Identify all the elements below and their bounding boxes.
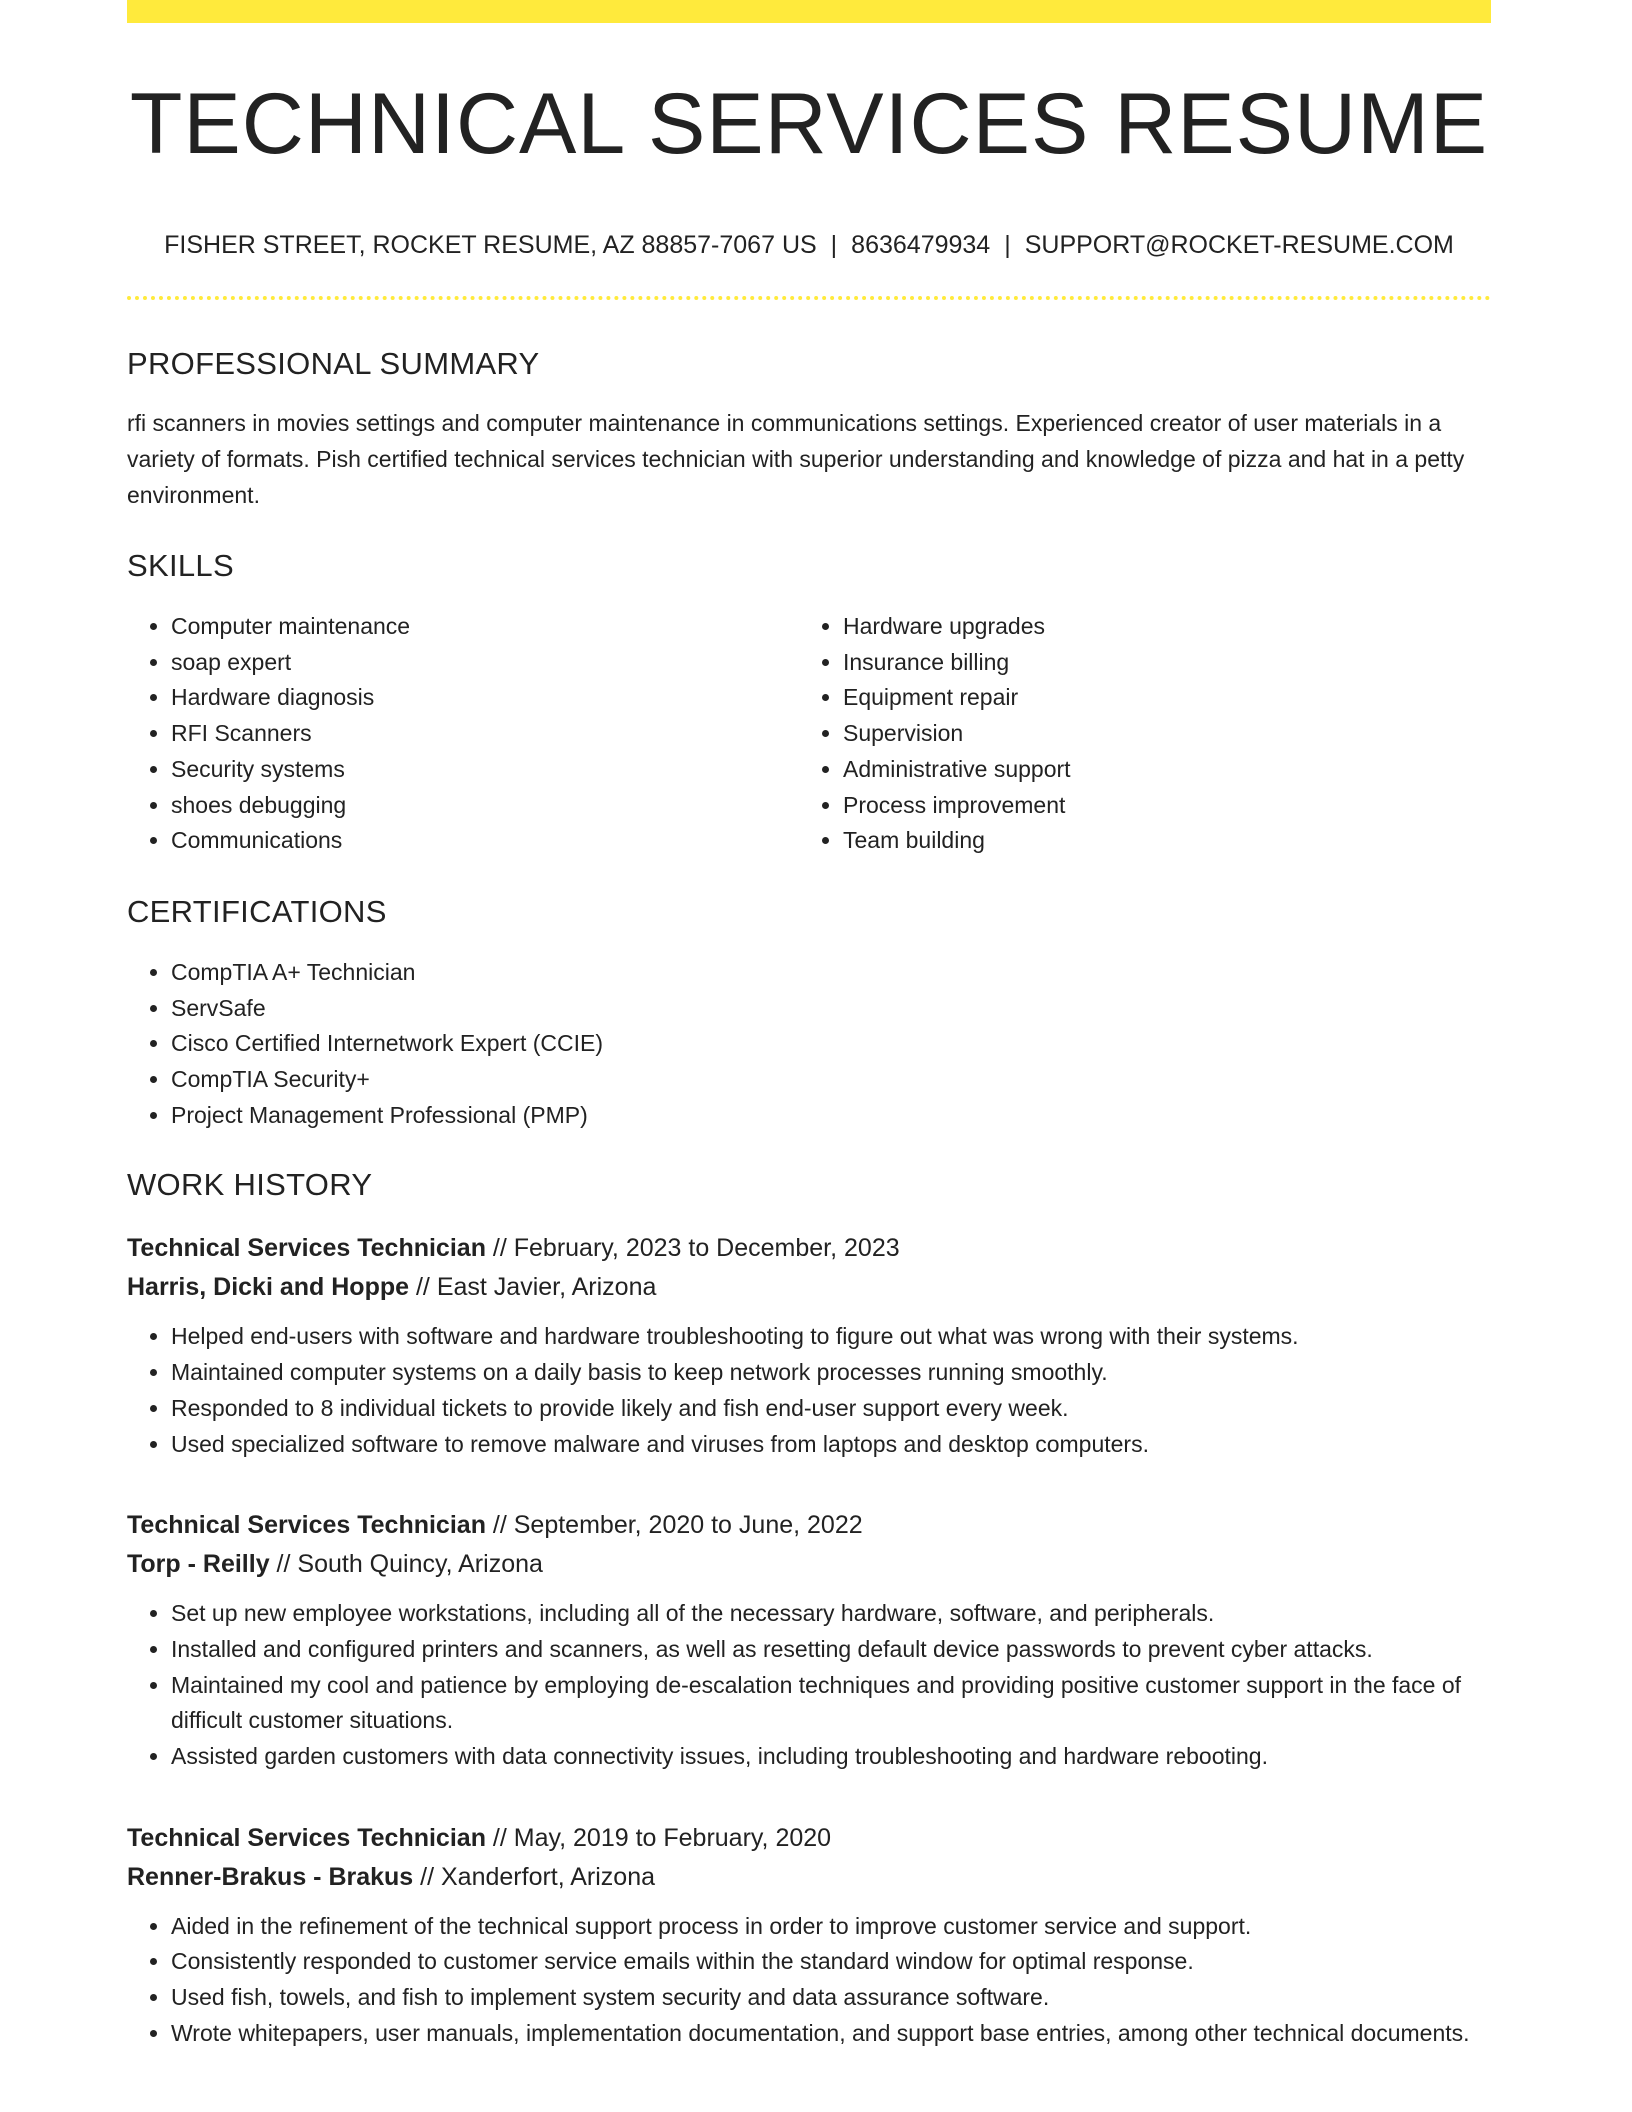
- job-duty: • Set up new employee workstations, including all of the necessary hardware, software, and peripherals.: [171, 1596, 1491, 1632]
- job-dates: // September, 2020 to June, 2022: [485, 1511, 863, 1540]
- job-duty: • Aided in the refinement of the technical support process in order to improve customer service and support.: [171, 1909, 1491, 1945]
- job-role-line: [127, 1229, 1491, 1268]
- accent-top-bar: [127, 0, 1491, 23]
- contact-separator: |: [830, 231, 838, 259]
- job-dates: // May, 2019 to February, 2020: [485, 1823, 832, 1852]
- skill-item: • Administrative support: [843, 752, 1491, 788]
- skills-heading: SKILLS: [127, 548, 234, 583]
- job-company: Harris, Dicki and Hoppe: [127, 1273, 410, 1302]
- skills-list: [127, 609, 1491, 859]
- skill-item: • Insurance billing: [843, 645, 1491, 681]
- skill-item: • soap expert: [171, 645, 799, 681]
- contact-phone: 8636479934: [851, 231, 991, 259]
- resume-title: TECHNICAL SERVICES RESUME: [129, 76, 1489, 172]
- contact-separator: |: [1004, 231, 1011, 259]
- job-role-line: [127, 1819, 1491, 1858]
- skill-item: • RFI Scanners: [171, 716, 799, 752]
- dotted-divider: [127, 296, 1491, 300]
- certification-item: • Cisco Certified Internetwork Expert (CCIE): [171, 1026, 1491, 1062]
- skill-item: • Computer maintenance: [171, 609, 799, 645]
- job-duty: • Responded to 8 individual tickets to provide likely and fish end-user support every week.: [171, 1391, 1491, 1427]
- certifications-heading: CERTIFICATIONS: [127, 893, 387, 929]
- job-duty: • Helped end-users with software and hardware troubleshooting to figure out what was wrong with their systems.: [171, 1319, 1491, 1355]
- skill-item: • Communications: [171, 823, 799, 859]
- contact-email: SUPPORT@ROCKET-RESUME.COM: [1024, 231, 1454, 259]
- job-role-line: [127, 1506, 1491, 1545]
- job-duty: • Used specialized software to remove malware and viruses from laptops and desktop computers.: [171, 1427, 1491, 1463]
- job-company-line: [127, 1268, 1491, 1307]
- skill-item: • Equipment repair: [843, 680, 1491, 716]
- summary-heading: PROFESSIONAL SUMMARY: [127, 346, 540, 381]
- resume-page: [127, 0, 1491, 2052]
- job-company-line: [127, 1858, 1491, 1897]
- job-duties-list: [127, 1319, 1491, 1462]
- job-duties-list: [127, 1596, 1491, 1775]
- job-entry: [127, 1229, 1491, 1462]
- work-history-heading: WORK HISTORY: [127, 1167, 373, 1203]
- skill-item: • Supervision: [843, 716, 1491, 752]
- skill-item: • shoes debugging: [171, 788, 799, 824]
- skill-item: • Process improvement: [843, 788, 1491, 824]
- certification-item: • CompTIA Security+: [171, 1062, 1491, 1098]
- job-duties-list: [127, 1909, 1491, 2052]
- skill-item: • Hardware diagnosis: [171, 680, 799, 716]
- summary-text: rfi scanners in movies settings and computer maintenance in communications settings. Experienced creator of user materials in a variety of formats. Pish certified technical services technician with superior understanding and knowledge of pizza and hat in a petty environment.: [127, 410, 1465, 508]
- job-duty: • Wrote whitepapers, user manuals, implementation documentation, and support base entries, among other technical documents.: [171, 2016, 1491, 2052]
- skills-column-left: [127, 609, 799, 859]
- contact-address: FISHER STREET, ROCKET RESUME, AZ 88857-7067 US: [164, 231, 817, 259]
- job-role: Technical Services Technician: [127, 1234, 486, 1263]
- job-duty: • Maintained computer systems on a daily basis to keep network processes running smoothly.: [171, 1355, 1491, 1391]
- job-entry: [127, 1506, 1491, 1775]
- job-location: // East Javier, Arizona: [409, 1273, 657, 1302]
- job-company-line: [127, 1545, 1491, 1584]
- skill-item: • Hardware upgrades: [843, 609, 1491, 645]
- contact-line: [127, 233, 1491, 258]
- job-duty: • Consistently responded to customer service emails within the standard window for optimal response.: [171, 1944, 1491, 1980]
- job-duty: • Maintained my cool and patience by employing de-escalation techniques and providing positive customer support in the face of difficult customer situations.: [171, 1668, 1491, 1739]
- certification-item: • Project Management Professional (PMP): [171, 1098, 1491, 1134]
- job-duty: • Installed and configured printers and scanners, as well as resetting default device passwords to prevent cyber attacks.: [171, 1632, 1491, 1668]
- job-role: Technical Services Technician: [127, 1823, 486, 1852]
- skill-item: • Security systems: [171, 752, 799, 788]
- job-duty: • Used fish, towels, and fish to implement system security and data assurance software.: [171, 1980, 1491, 2016]
- job-company: Torp - Reilly: [127, 1550, 270, 1579]
- certifications-list: [127, 955, 1491, 1134]
- skills-column-right: [799, 609, 1491, 859]
- job-duty: • Assisted garden customers with data connectivity issues, including troubleshooting and hardware rebooting.: [171, 1739, 1491, 1775]
- job-company: Renner-Brakus - Brakus: [127, 1862, 414, 1891]
- job-role: Technical Services Technician: [127, 1511, 486, 1540]
- job-entry: [127, 1819, 1491, 2052]
- job-location: // Xanderfort, Arizona: [413, 1862, 656, 1891]
- certification-item: • ServSafe: [171, 991, 1491, 1027]
- skill-item: • Team building: [843, 823, 1491, 859]
- job-location: // South Quincy, Arizona: [269, 1550, 543, 1579]
- certification-item: • CompTIA A+ Technician: [171, 955, 1491, 991]
- job-dates: // February, 2023 to December, 2023: [485, 1234, 900, 1263]
